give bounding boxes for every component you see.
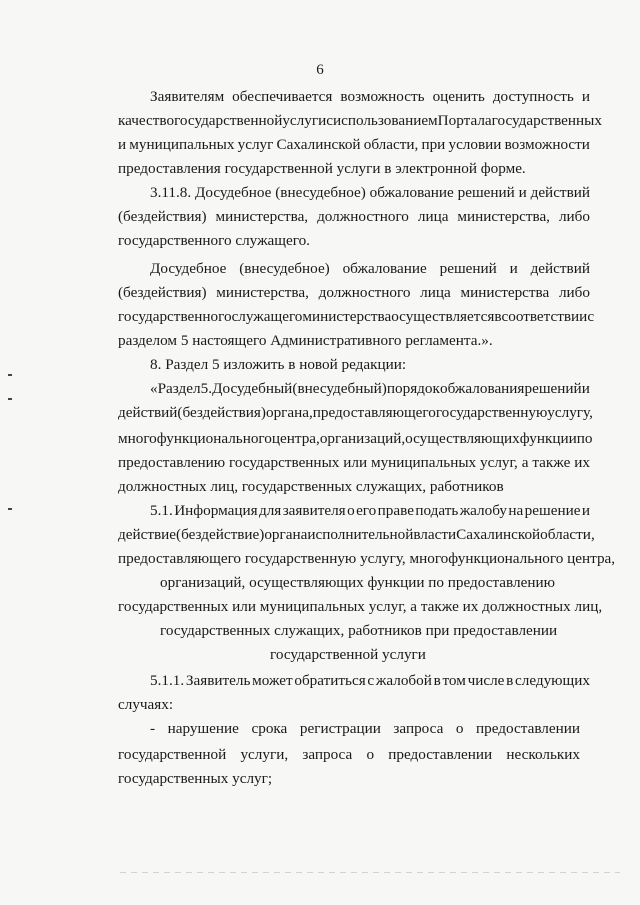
scan-mark [8, 374, 12, 376]
text-line: Заявителям обеспечивается возможность оценить доступность и [150, 88, 590, 105]
text-line: предоставляющего государственную услугу, многофункционального центра, [118, 550, 616, 567]
scan-mark [8, 508, 12, 510]
text-line: 3.11.8. Досудебное (внесудебное) обжалование решений и действий [150, 184, 590, 201]
scan-edge-line [120, 872, 620, 873]
text-line: организаций, осуществляющих функции по предоставлению [160, 574, 555, 591]
text-line: и муниципальных услуг Сахалинской области, при условии возможности [118, 136, 590, 153]
text-line: (бездействия) министерства, должностного лица министерства либо [118, 284, 590, 301]
text-line: 5.1.1. Заявитель может обратиться с жалобой в том числе в следующих [150, 672, 590, 689]
text-line: государственных или муниципальных услуг, а также их должностных лиц, [118, 598, 603, 615]
text-line: качество государственной услуги с использованием Портала государственных [118, 112, 602, 129]
text-line: государственных служащих, работников при предоставлении [160, 622, 558, 639]
text-line: предоставлению государственных или муниципальных услуг, а также их [118, 454, 590, 471]
text-line: государственной услуги [270, 646, 426, 663]
text-line: (бездействия) министерства, должностного лица министерства, либо [118, 208, 590, 225]
text-line: разделом 5 настоящего Административного регламента.». [118, 332, 493, 349]
scan-mark [8, 398, 12, 400]
text-line: 8. Раздел 5 изложить в новой редакции: [150, 356, 407, 373]
page-number: 6 [316, 62, 324, 78]
text-line: действий (бездействия) органа, предоставляющего государственную услугу, [118, 404, 593, 421]
text-line: государственного служащего министерства осуществляется в соответствии с [118, 308, 595, 325]
text-line: государственной услуги, запроса о предоставлении нескольких [118, 746, 580, 763]
text-line: случаях: [118, 696, 174, 713]
text-line: Досудебное (внесудебное) обжалование решений и действий [150, 260, 590, 277]
text-line: государственного служащего. [118, 232, 310, 249]
text-line: действие (бездействие) органа исполнительной власти Сахалинской области, [118, 526, 595, 543]
text-line: должностных лиц, государственных служащих, работников [118, 478, 504, 495]
text-line: «Раздел 5. Досудебный (внесудебный) порядок обжалования решений и [150, 380, 590, 397]
text-line: - нарушение срока регистрации запроса о предоставлении [150, 720, 580, 737]
text-line: 5.1. Информация для заявителя о его праве подать жалобу на решение и [150, 502, 590, 519]
text-line: государственных услуг; [118, 770, 273, 787]
text-line: многофункционального центра, организаций, осуществляющих функции по [118, 430, 593, 447]
text-line: предоставления государственной услуги в электронной форме. [118, 160, 526, 177]
